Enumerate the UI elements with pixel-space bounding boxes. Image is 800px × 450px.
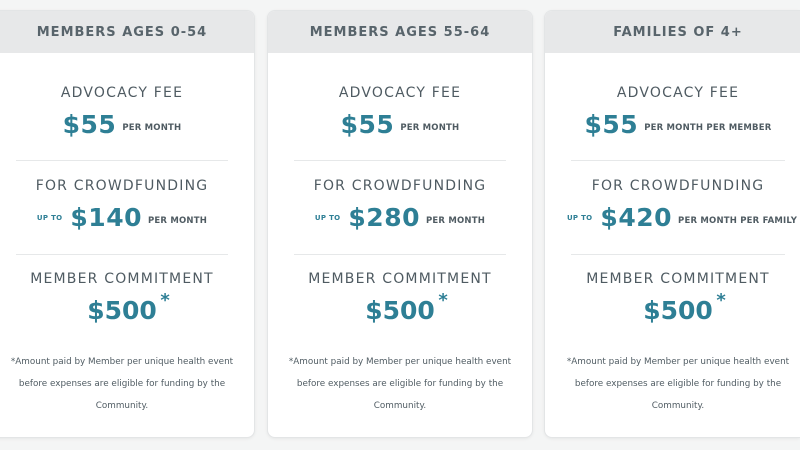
crowdfunding-amount: $280 [348, 203, 420, 232]
advocacy-fee-price [268, 110, 532, 139]
advocacy-fee-title: ADVOCACY FEE [616, 85, 740, 101]
commitment-value: $500 [643, 296, 713, 325]
crowdfunding-prefix: UP TO [36, 213, 63, 222]
divider [571, 254, 785, 255]
divider [294, 254, 506, 255]
commitment-title: MEMBER COMMITMENT [30, 271, 214, 287]
asterisk-mark: * [160, 290, 170, 311]
crowdfunding-prefix: UP TO [566, 213, 593, 222]
advocacy-fee-section [545, 85, 800, 139]
commitment-section [0, 271, 254, 325]
card-header: MEMBERS AGES 55-64 [268, 11, 532, 53]
crowdfunding-prefix: UP TO [314, 213, 341, 222]
crowdfunding-price [0, 203, 254, 232]
commitment-price [545, 290, 800, 325]
advocacy-fee-section [0, 85, 254, 139]
pricing-card-ages-55-64 [267, 10, 533, 438]
advocacy-fee-unit: PER MONTH [122, 122, 182, 133]
commitment-section [268, 271, 532, 325]
crowdfunding-title: FOR CROWDFUNDING [313, 178, 487, 194]
commitment-footnote: *Amount paid by Member per unique health event before expenses are eligible for funding by the Community. [566, 357, 790, 411]
advocacy-fee-unit: PER MONTH [400, 122, 460, 133]
crowdfunding-unit: PER MONTH [426, 215, 486, 226]
card-header: FAMILIES OF 4+ [545, 11, 800, 53]
commitment-footnote: *Amount paid by Member per unique health event before expenses are eligible for funding by the Community. [10, 357, 234, 411]
commitment-section [545, 271, 800, 325]
crowdfunding-section [545, 178, 800, 232]
advocacy-fee-price [0, 110, 254, 139]
advocacy-fee-amount: $55 [584, 110, 639, 139]
advocacy-fee-section [268, 85, 532, 139]
crowdfunding-unit: PER MONTH [148, 215, 208, 226]
crowdfunding-price [553, 203, 800, 232]
divider [16, 254, 228, 255]
crowdfunding-amount: $420 [600, 203, 673, 232]
crowdfunding-price [268, 203, 532, 232]
pricing-card-families [544, 10, 800, 438]
commitment-title: MEMBER COMMITMENT [586, 271, 770, 287]
crowdfunding-section [0, 178, 254, 232]
commitment-footnote: *Amount paid by Member per unique health event before expenses are eligible for funding by the Community. [288, 357, 512, 411]
advocacy-fee-unit: PER MONTH PER MEMBER [644, 122, 772, 133]
crowdfunding-title: FOR CROWDFUNDING [591, 178, 765, 194]
advocacy-fee-amount: $55 [340, 110, 395, 139]
commitment-value: $500 [87, 296, 157, 325]
commitment-title: MEMBER COMMITMENT [308, 271, 492, 287]
pricing-card-ages-0-54 [0, 10, 255, 438]
commitment-value: $500 [365, 296, 435, 325]
crowdfunding-unit: PER MONTH PER FAMILY [678, 215, 798, 226]
crowdfunding-section [268, 178, 532, 232]
card-header: MEMBERS AGES 0-54 [0, 11, 254, 53]
crowdfunding-title: FOR CROWDFUNDING [35, 178, 209, 194]
asterisk-mark: * [716, 290, 726, 311]
advocacy-fee-amount: $55 [62, 110, 117, 139]
advocacy-fee-price [545, 110, 800, 139]
asterisk-mark: * [438, 290, 448, 311]
commitment-amount [87, 290, 170, 325]
commitment-price [268, 290, 532, 325]
divider [294, 160, 506, 161]
divider [571, 160, 785, 161]
commitment-price [0, 290, 254, 325]
commitment-amount [365, 290, 448, 325]
advocacy-fee-title: ADVOCACY FEE [338, 85, 462, 101]
divider [16, 160, 228, 161]
commitment-amount [643, 290, 726, 325]
advocacy-fee-title: ADVOCACY FEE [60, 85, 184, 101]
crowdfunding-amount: $140 [70, 203, 142, 232]
